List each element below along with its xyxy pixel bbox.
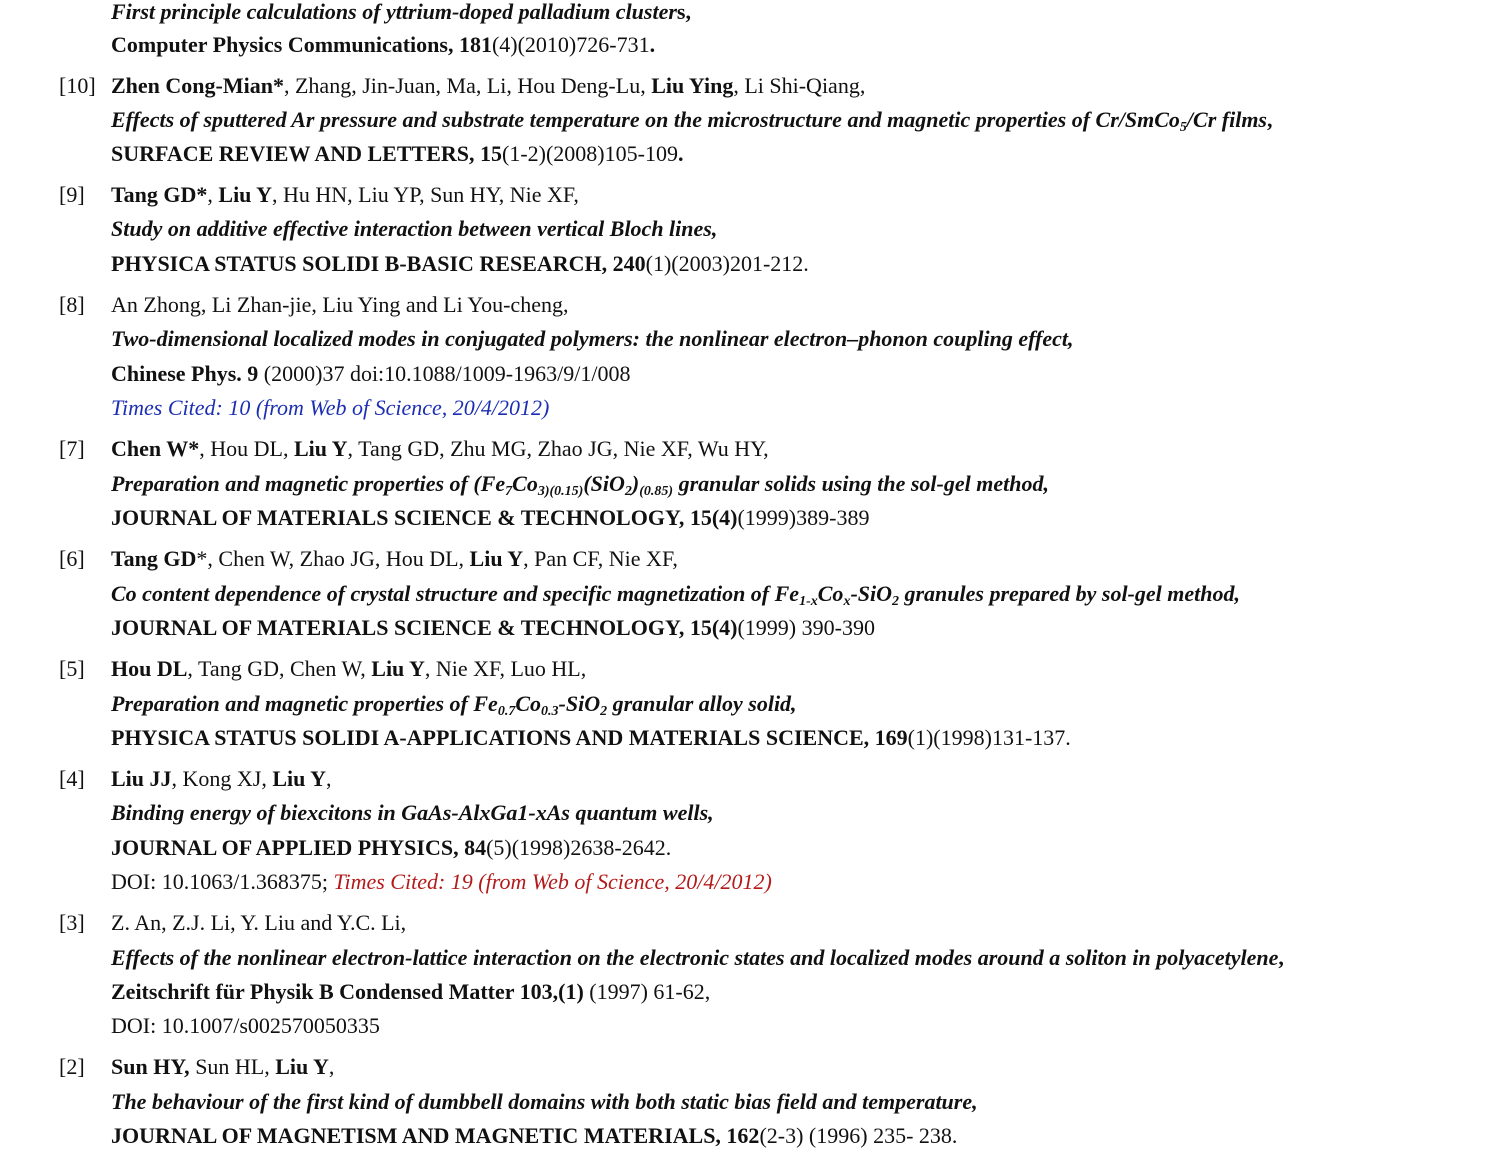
entry-9-title: Study on additive effective interaction between vertical Bloch lines,	[111, 216, 718, 241]
entry-5-title: Preparation and magnetic properties of $Fe_{0.7}Co_{0.3}-SiO_2$ granular alloy solid,	[111, 691, 797, 719]
entry-10-authors: Zhen Cong-Mian*, Zhang, Jin-Juan, Ma, Li, Hou Deng-Lu, Liu Ying, Li Shi-Qiang,	[111, 73, 866, 98]
entry-8-number: [8]	[59, 292, 85, 317]
entry-3-title: Effects of the nonlinear electron-lattice interaction on the electronic states and localized modes around a soliton in polyacetylene,	[111, 945, 1284, 970]
entry-2-number: [2]	[59, 1054, 85, 1079]
entry-2-title: The behaviour of the first kind of dumbbell domains with both static bias field and temperature,	[111, 1089, 978, 1114]
entry-5-authors: Hou DL, Tang GD, Chen W, Liu Y, Nie XF, Luo HL,	[111, 656, 587, 681]
entry-3-number: [3]	[59, 910, 85, 935]
entry-7-authors: Chen W*, Hou DL, Liu Y, Tang GD, Zhu MG, Zhao JG, Nie XF, Wu HY,	[111, 436, 769, 461]
entry-6-journal: JOURNAL OF MATERIALS SCIENCE & TECHNOLOGY, 15(4)(1999) 390-390	[111, 615, 875, 640]
entry-3-authors: Z. An, Z.J. Li, Y. Liu and Y.C. Li,	[111, 910, 407, 935]
entry-8-times-cited: Times Cited: 10 (from Web of Science, 20/4/2012)	[111, 395, 550, 420]
entry-10-number: [10]	[59, 73, 96, 98]
entry-7-number: [7]	[59, 436, 85, 461]
entry-4-authors: Liu JJ, Kong XJ, Liu Y,	[111, 766, 332, 791]
entry-8-authors: An Zhong, Li Zhan-jie, Liu Ying and Li You-cheng,	[111, 292, 569, 317]
entry-6-authors: Tang GD*, Chen W, Zhao JG, Hou DL, Liu Y, Pan CF, Nie XF,	[111, 546, 678, 571]
entry-4-doi: DOI: 10.1063/1.368375; Times Cited: 19 (from Web of Science, 20/4/2012)	[111, 869, 772, 894]
entry-8-journal: Chinese Phys. 9 (2000)37 doi:10.1088/1009-1963/9/1/008	[111, 361, 631, 386]
entry-4-times-cited: Times Cited: 19 (from Web of Science, 20/4/2012)	[333, 869, 772, 894]
entry-5-journal: PHYSICA STATUS SOLIDI A-APPLICATIONS AND MATERIALS SCIENCE, 169(1)(1998)131-137.	[111, 725, 1071, 750]
entry-4-number: [4]	[59, 766, 85, 791]
entry-2-journal: JOURNAL OF MAGNETISM AND MAGNETIC MATERIALS, 162(2-3) (1996) 235- 238.	[111, 1123, 958, 1148]
entry-3-journal: Zeitschrift für Physik B Condensed Matter 103,(1) (1997) 61-62,	[111, 979, 711, 1004]
entry-10-title: Effects of sputtered Ar pressure and substrate temperature on the microstructure and magnetic properties of Cr/SmCo$_5$/Cr films,	[111, 107, 1273, 135]
entry-11-journal: Computer Physics Communications, 181(4)(2010)726-731.	[111, 32, 656, 57]
entry-11-title: First principle calculations of yttrium-doped palladium clusters,	[111, 0, 691, 24]
entry-9-journal: PHYSICA STATUS SOLIDI B-BASIC RESEARCH, 240(1)(2003)201-212.	[111, 251, 809, 276]
entry-7-journal: JOURNAL OF MATERIALS SCIENCE & TECHNOLOGY, 15(4)(1999)389-389	[111, 505, 870, 530]
entry-6-number: [6]	[59, 546, 85, 571]
entry-8-title: Two-dimensional localized modes in conjugated polymers: the nonlinear electron–phonon coupling effect,	[111, 326, 1074, 351]
entry-2-authors: Sun HY, Sun HL, Liu Y,	[111, 1054, 335, 1079]
entry-4-journal: JOURNAL OF APPLIED PHYSICS, 84(5)(1998)2638-2642.	[111, 835, 672, 860]
entry-3-doi: DOI: 10.1007/s002570050335	[111, 1013, 380, 1038]
entry-9-number: [9]	[59, 182, 85, 207]
entry-9-authors: Tang GD*, Liu Y, Hu HN, Liu YP, Sun HY, Nie XF,	[111, 182, 579, 207]
entry-6-title: Co content dependence of crystal structure and specific magnetization of $Fe_{1-x}Co_x-SiO_2$ granules prepared by sol-gel method,	[111, 581, 1240, 609]
entry-10-journal: SURFACE REVIEW AND LETTERS, 15(1-2)(2008)105-109.	[111, 141, 684, 166]
entry-7-title: Preparation and magnetic properties of ($Fe_7Co_{3)(0.15)}(SiO_2)_{(0.85)}$ granular solids using the sol-gel method,	[111, 471, 1049, 499]
entry-4-title: Binding energy of biexcitons in GaAs-AlxGa1-xAs quantum wells,	[111, 800, 714, 825]
entry-5-number: [5]	[59, 656, 85, 681]
